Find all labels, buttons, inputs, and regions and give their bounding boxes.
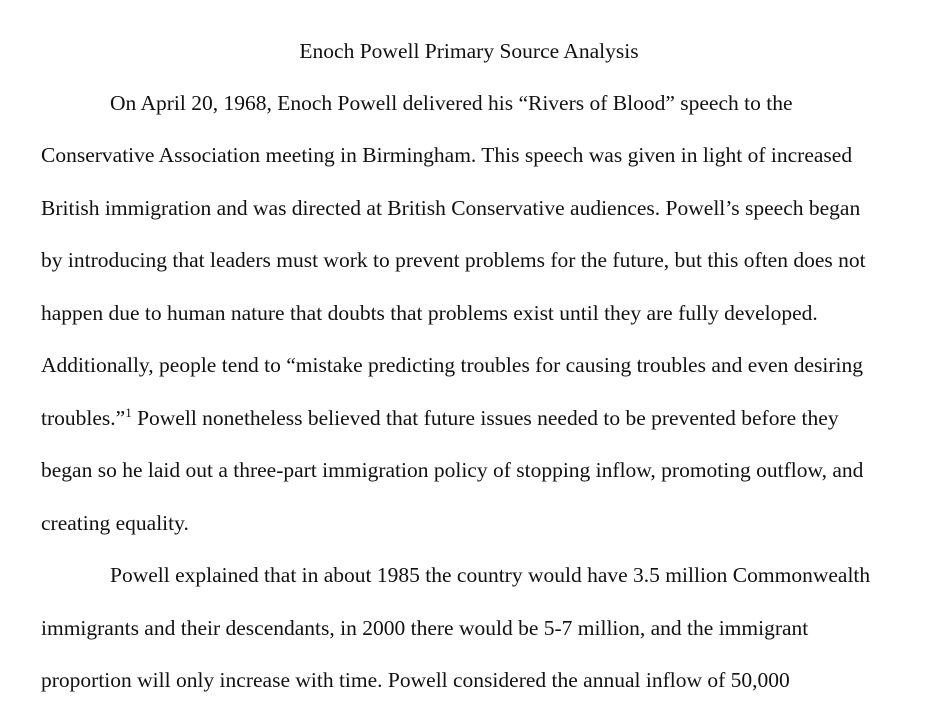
paragraph-line: Additionally, people tend to “mistake predicting troubles for causing troubles and even desiring <box>41 353 863 377</box>
quote-end-text: troubles.” <box>41 406 126 430</box>
paragraph-line: Conservative Association meeting in Birmingham. This speech was given in light of increased <box>41 143 853 167</box>
paragraph-line: by introducing that leaders must work to prevent problems for the future, but this often does not <box>41 248 866 272</box>
footnote-reference: 1 <box>125 405 132 420</box>
paragraph-line <box>41 403 839 433</box>
paragraph-line: Powell explained that in about 1985 the country would have 3.5 million Commonwealth <box>110 563 871 587</box>
document-title: Enoch Powell Primary Source Analysis <box>299 39 639 63</box>
line-continuation-text: Powell nonetheless believed that future issues needed to be prevented before they <box>131 406 839 430</box>
paragraph-line: On April 20, 1968, Enoch Powell delivered his “Rivers of Blood” speech to the <box>110 91 793 115</box>
paragraph-line: happen due to human nature that doubts that problems exist until they are fully developed. <box>41 301 818 325</box>
paragraph-line: proportion will only increase with time. Powell considered the annual inflow of 50,000 <box>41 668 790 692</box>
paragraph-line: creating equality. <box>41 511 189 535</box>
paragraph-line: British immigration and was directed at British Conservative audiences. Powell’s speech began <box>41 196 861 220</box>
paragraph-line: immigrants and their descendants, in 2000 there would be 5-7 million, and the immigrant <box>41 616 809 640</box>
paragraph-line: began so he laid out a three-part immigration policy of stopping inflow, promoting outflow, and <box>41 458 864 482</box>
